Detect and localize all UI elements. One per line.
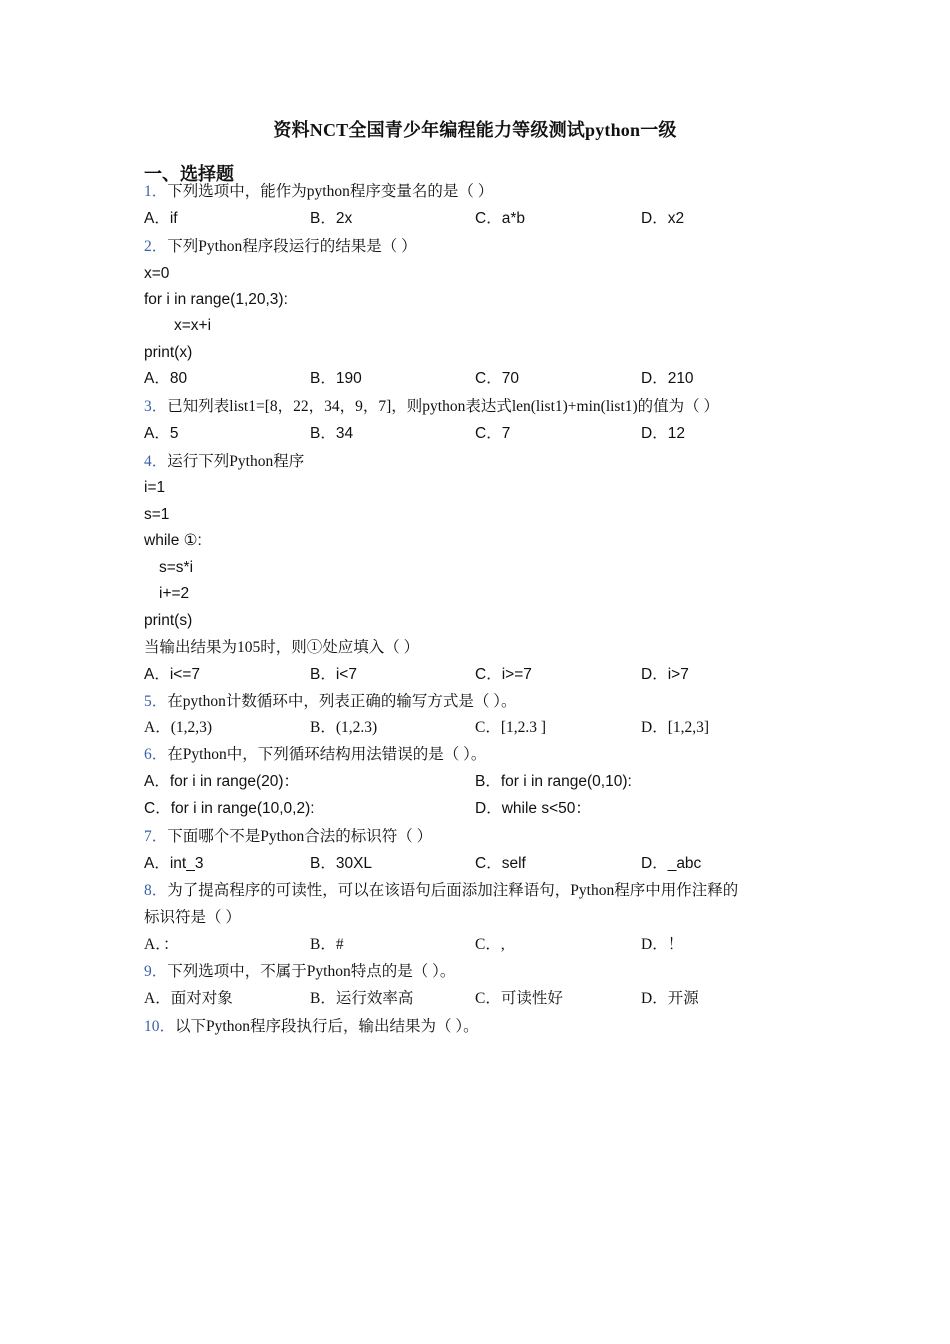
question-text: 下列选项中，能作为python程序变量名的是（ ）: [167, 183, 494, 200]
question-number: 6．: [144, 746, 168, 763]
question-number: 9．: [144, 963, 168, 980]
question-number: 3．: [144, 398, 168, 415]
option-c: C．i>=7: [475, 666, 532, 683]
question-number: 7．: [144, 828, 168, 845]
code-line: x=x+i: [174, 317, 212, 334]
option-a: A．for i in range(20)：: [144, 773, 300, 790]
option-a: A．(1,2,3): [144, 719, 213, 736]
code-line: s=1: [144, 506, 170, 523]
option-b: B．i<7: [310, 666, 357, 683]
page-title: 资料NCT全国青少年编程能力等级测试python一级: [273, 120, 677, 140]
question-number: 1．: [144, 183, 168, 200]
option-a: A．面对对象: [144, 990, 233, 1007]
option-a: A．if: [144, 210, 178, 227]
option-b: B．190: [310, 370, 362, 387]
section-heading: 一、选择题: [144, 164, 234, 184]
question-3: [144, 397, 719, 417]
option-a: A．int_3: [144, 855, 204, 872]
question-number: 4．: [144, 453, 168, 470]
option-d: D．i>7: [641, 666, 689, 683]
question-number: 5．: [144, 693, 168, 710]
code-line: i+=2: [159, 585, 190, 602]
question-text-continued: 标识符是（ ）: [144, 909, 241, 926]
option-d: D．_abc: [641, 855, 702, 872]
question-number: 2．: [144, 238, 168, 255]
option-c: C．self: [475, 855, 526, 872]
option-d: D．开源: [641, 990, 699, 1007]
question-text: 在Python中，下列循环结构用法错误的是（ ）。: [167, 746, 487, 763]
option-a: A．80: [144, 370, 188, 387]
option-d: D．while s<50：: [475, 800, 591, 817]
option-c: C．70: [475, 370, 519, 387]
question-followup: 当输出结果为105时，则①处应填入（ ）: [144, 639, 420, 656]
question-text: 已知列表list1=[8，22，34，9，7]，则python表达式len(list1)+min(list1)的值为（ ）: [167, 398, 720, 415]
code-line: x=0: [144, 265, 170, 282]
option-c: C．可读性好: [475, 990, 563, 1007]
option-c: C．a*b: [475, 210, 525, 227]
code-line: print(s): [144, 612, 193, 629]
question-9: [144, 962, 455, 982]
question-10: [144, 1017, 479, 1037]
option-b: B．for i in range(0,10):: [475, 773, 632, 790]
question-text: 下面哪个不是Python合法的标识符（ ）: [167, 828, 433, 845]
question-text: 运行下列Python程序: [167, 453, 305, 470]
code-line: s=s*i: [159, 559, 194, 576]
option-c: C．[1,2.3 ]: [475, 719, 547, 736]
code-line: print(x): [144, 344, 193, 361]
option-a: A．5: [144, 425, 179, 442]
option-d: D．12: [641, 425, 685, 442]
option-a: A．：: [144, 936, 179, 953]
question-4: [144, 452, 304, 472]
question-2: [144, 237, 417, 257]
question-7: [144, 827, 432, 847]
option-b: B．30XL: [310, 855, 373, 872]
question-number: 8．: [144, 882, 168, 899]
option-d: D．x2: [641, 210, 685, 227]
question-5: [144, 692, 516, 712]
question-text: 下列Python程序段运行的结果是（ ）: [167, 238, 417, 255]
question-6: [144, 745, 486, 765]
option-d: D．210: [641, 370, 694, 387]
option-b: B．34: [310, 425, 354, 442]
question-number: 10．: [144, 1018, 176, 1035]
question-1: [144, 182, 493, 202]
code-line: i=1: [144, 479, 166, 496]
option-d: D．[1,2,3]: [641, 719, 710, 736]
code-line: for i in range(1,20,3):: [144, 291, 288, 308]
option-b: B．2x: [310, 210, 353, 227]
question-text: 下列选项中，不属于Python特点的是（ ）。: [167, 963, 456, 980]
option-c: C．7: [475, 425, 511, 442]
option-a: A．i<=7: [144, 666, 201, 683]
option-b: B．#: [310, 936, 344, 953]
question-text: 以下Python程序段执行后，输出结果为（ ）。: [175, 1018, 479, 1035]
option-b: B．(1,2.3): [310, 719, 378, 736]
code-line: while ①:: [144, 532, 202, 549]
option-c: C．,: [475, 936, 505, 953]
question-text: 在python计数循环中，列表正确的输写方式是（ ）。: [167, 693, 517, 710]
option-c: C．for i in range(10,0,2):: [144, 800, 315, 817]
option-d: D．！: [641, 936, 684, 953]
question-text: 为了提高程序的可读性，可以在该语句后面添加注释语句，Python程序中用作注释的: [167, 882, 739, 899]
question-8: [144, 881, 738, 901]
option-b: B．运行效率高: [310, 990, 414, 1007]
